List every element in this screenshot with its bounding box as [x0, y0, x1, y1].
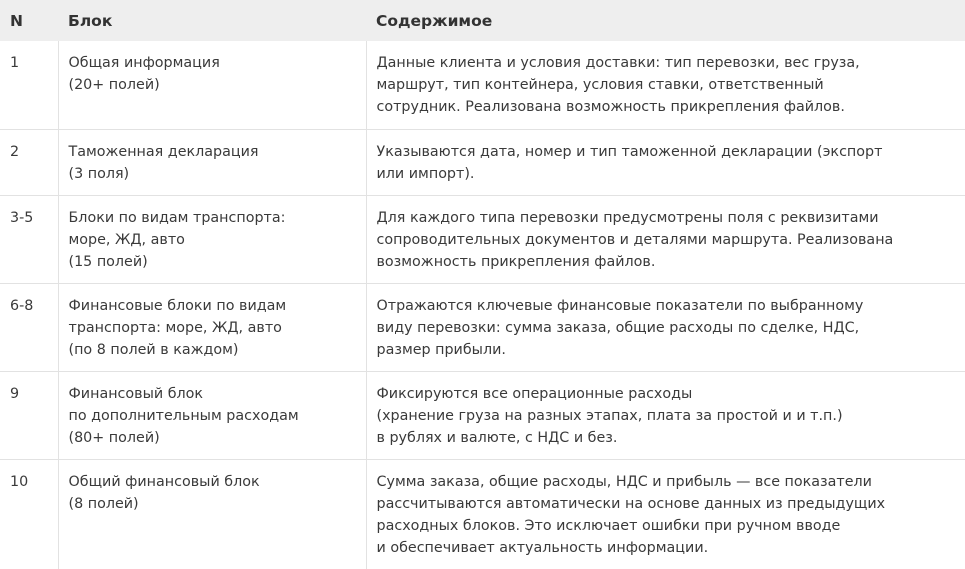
block-line: (8 полей) — [68, 495, 139, 512]
block-line: Финансовый блок — [68, 385, 204, 402]
content-line: сопроводительных документов и деталями маршрута. Реализована — [376, 231, 894, 248]
row-number: 10 — [0, 459, 58, 569]
block-line: по дополнительным расходам — [68, 407, 299, 424]
block-line: (80+ полей) — [68, 429, 160, 446]
block-line: Таможенная декларация — [68, 143, 259, 160]
content-line: рассчитываются автоматически на основе данных из предыдущих — [376, 495, 886, 512]
content-cell — [366, 195, 965, 283]
block-line: Блоки по видам транспорта: — [68, 209, 286, 226]
content-line: сотрудник. Реализована возможность прикрепления файлов. — [376, 99, 845, 115]
content-line: Сумма заказа, общие расходы, НДС и прибыль — все показатели — [376, 473, 872, 490]
content-line: возможность прикрепления файлов. — [376, 253, 656, 270]
table-row — [0, 195, 965, 283]
block-line: (15 полей) — [68, 253, 148, 270]
block-line: Общий финансовый блок — [68, 473, 260, 490]
content-cell — [366, 129, 965, 195]
content-line: виду перевозки: сумма заказа, общие расходы по сделке, НДС, — [376, 319, 860, 336]
content-line: Указываются дата, номер и тип таможенной декларации (экспорт — [376, 143, 883, 160]
block-line: транспорта: море, ЖД, авто — [68, 319, 282, 336]
content-line: или импорт). — [376, 165, 475, 182]
block-cell — [58, 41, 366, 129]
header-row — [0, 0, 965, 41]
row-number: 3-5 — [0, 195, 58, 283]
block-cell — [58, 129, 366, 195]
block-line: Общая информация — [68, 55, 220, 71]
block-line: (3 поля) — [68, 165, 130, 182]
table-row — [0, 283, 965, 371]
header-n: N — [10, 11, 23, 30]
content-line: расходных блоков. Это исключает ошибки при ручном вводе — [376, 517, 841, 534]
row-number: 1 — [0, 41, 58, 129]
content-line: Отражаются ключевые финансовые показатели по выбранному — [376, 297, 864, 314]
table-row — [0, 459, 965, 569]
block-cell — [58, 283, 366, 371]
content-cell — [366, 283, 965, 371]
row-number: 9 — [0, 371, 58, 459]
block-cell — [58, 195, 366, 283]
table-row — [0, 129, 965, 195]
content-line: (хранение груза на разных этапах, плата за простой и и т.п.) — [376, 407, 843, 424]
row-number: 6-8 — [0, 283, 58, 371]
content-line: и обеспечивает актуальность информации. — [376, 539, 709, 556]
content-cell — [366, 41, 965, 129]
table-row — [0, 41, 965, 129]
block-line: Финансовые блоки по видам — [68, 297, 287, 314]
content-line: Фиксируются все операционные расходы — [376, 385, 693, 402]
block-cell — [58, 459, 366, 569]
block-line: (по 8 полей в каждом) — [68, 341, 239, 358]
content-line: маршрут, тип контейнера, условия ставки, ответственный — [376, 77, 824, 93]
content-cell — [366, 459, 965, 569]
content-cell — [366, 371, 965, 459]
block-cell — [58, 371, 366, 459]
content-line: Данные клиента и условия доставки: тип перевозки, вес груза, — [376, 55, 860, 71]
table-body — [0, 41, 965, 569]
content-line: в рублях и валюте, с НДС и без. — [376, 429, 618, 446]
content-line: размер прибыли. — [376, 341, 506, 358]
row-number: 2 — [0, 129, 58, 195]
header-block: Блок — [68, 11, 113, 30]
header-content: Содержимое — [376, 11, 493, 30]
block-line: (20+ полей) — [68, 77, 160, 93]
block-line: море, ЖД, авто — [68, 231, 185, 248]
table-header — [0, 0, 965, 41]
content-line: Для каждого типа перевозки предусмотрены поля с реквизитами — [376, 209, 879, 226]
table-row — [0, 371, 965, 459]
